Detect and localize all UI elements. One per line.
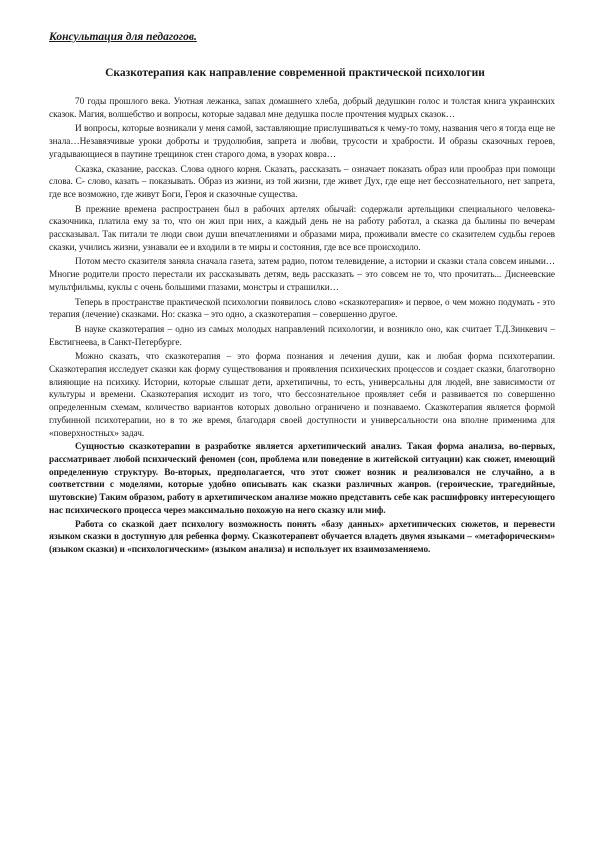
paragraph-storyteller-custom: В прежние времена распространен был в рабочих артелях обычай: содержали артельщики специального человека- сказочника, платила ему за то, что он жил при них, а каждый день не на работу работал, а сказка да былины по вечерам рассказывал. Так питали те люди свои души впечатлениями и образами мира, проживали вместе со сказителем судьбы героев сказки, учились жизни, узнавали ее и входили в те миры и состояния, где все все происходило. — [49, 204, 555, 253]
paragraph-definition: Можно сказать, что сказкотерапия – это форма познания и лечения души, как и любая форма психотерапии. Сказкотерапия исследует сказки как форму существования и проявления психических процессов и создает сказки, благотворно влияющие на психику. Истории, которые слышат дети, архетипичны, то есть, универсальны для людей, вне зависимости от культуры и времени. Сказкотерапия исходит из того, что бессознательное проявляет себя и развивается по совершенно определенным схемам, количество вариантов которых довольно ограничено и познаваемо. Сказкотерапия является формой глубинной психотерапии, но в то же время, благодаря своей доступности и универсальности она вполне применима для «поверхностных» задач. — [49, 352, 555, 439]
paragraph-two-languages: Работа со сказкой дает психологу возможность понять «базу данных» архетипических сюжетов, и перевести языком сказки в доступную для ребенка форму. Сказкотерапевт обучается владеть двумя языками – «метафорическим» (языком сказки) и «психологическим» (языком анализа) и использует их взаимозаменяемо. — [49, 519, 555, 555]
paragraph-etymology: Сказка, сказание, рассказ. Слова одного корня. Сказать, рассказать – означает показать образ или прообраз при помощи слова. С- слово, казать – показывать. Образ из жизни, из той жизни, где живет Дух, где еще нет бессознательного, нет запрета, где все возможно, где живут Боги, Героя и сказочные существа. — [49, 164, 555, 200]
paragraph-archetypal-analysis: Сущностью сказкотерапии в разработке является архетипический анализ. Такая форма анализа, во-первых, рассматривает любой психический феномен (сон, проблема или поведение в житейской ситуации) как сюжет, имеющий определенную структуру. Во-вторых, предполагается, что этот сюжет возник и реализовался не случайно, а в соответствии с моделями, которые удобно описывать как сказки различных жанров. (героические, трагедийные, шутовские) Таким образом, работу в архетипическом анализе можно представить себе как расшифровку интересующего нас психического процесса через максимально похожую на него сказку или миф. — [49, 442, 555, 516]
paragraph-intro: 70 годы прошлого века. Уютная лежанка, запах домашнего хлеба, добрый дедушкин голос и толстая книга украинских сказок. Магия, волшебство и вопросы, которые задавал мне дедушка после прочтения мудрых сказок… — [49, 97, 555, 120]
article-body — [49, 96, 555, 559]
paragraph-origin: В науке сказкотерапия – одно из самых молодых направлений психологии, и возникло оно, как считает Т.Д.Зинкевич – Евстигнеева, в Санкт-Петербурге. — [49, 324, 555, 348]
paragraph-modern-media: Потом место сказителя заняла сначала газета, затем радио, потом телевидение, а истории и сказки стала совсем иными… Многие родители просто перестали их рассказывать детям, ведь рассказать – это совсем не то, что прочитать... Диснеевские мультфильмы, куклы с очень большими глазами, монстры и страшилки… — [49, 257, 555, 293]
paragraph-questions: И вопросы, которые возникали у меня самой, заставляющие прислушиваться к чему-то тому, названия чего я тогда еще не знала…Незавязчивые уроки доброты и трудолюбия, запрета и любви, трусости и храбрости. И образы сказочных героев, угадывающиеся в паутине трещинок стен старого дома, в узорах ковра… — [49, 124, 555, 160]
paragraph-fairytale-therapy-term: Теперь в пространстве практической психологии появилось слово «сказкотерапия» и первое, о чем можно подумать - это терапия (лечение) сказками. Но: сказка – это одно, а сказкотерапия – совершенно другое. — [49, 297, 555, 321]
consultation-header: Консультация для педагогов. — [49, 31, 197, 43]
article-title: Сказкотерапия как направление современной практической психологии — [105, 67, 485, 79]
